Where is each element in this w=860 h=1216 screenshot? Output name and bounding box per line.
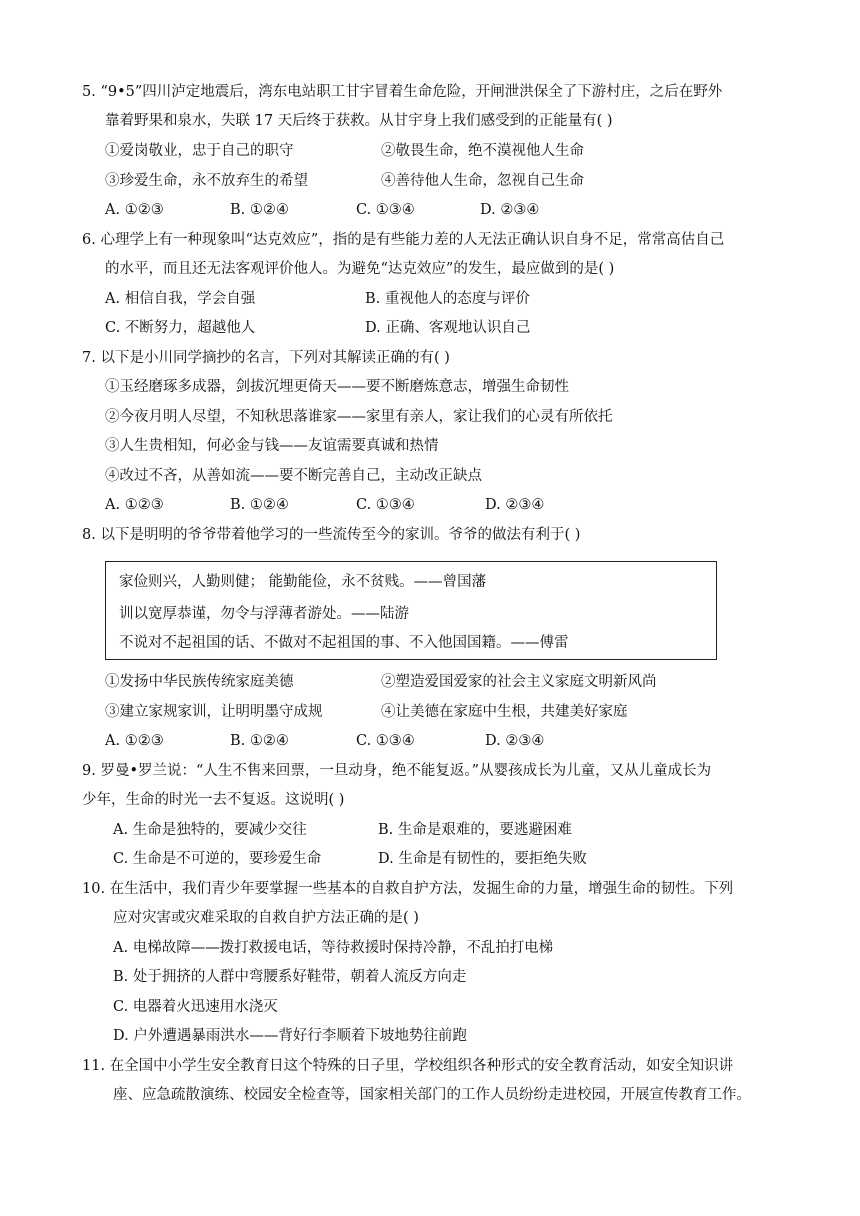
question-7-item-1: ①玉经磨琢多成器，剑拔沉埋更倚天——要不断磨炼意志，增强生命韧性 [105,379,569,395]
question-7-choice-a[interactable]: A. ①②③ [105,497,164,513]
question-11-stem-line-1: 11. 在全国中小学生安全教育日这个特殊的日子里，学校组织各种形式的安全教育活动，如安全知识讲 [82,1058,734,1074]
question-9-choice-c[interactable]: C. 生命是不可逆的，要珍爱生命 [113,851,322,867]
question-7-item-2: ②今夜月明人尽望，不知秋思落谁家——家里有亲人，家让我们的心灵有所依托 [105,409,613,425]
question-8-choice-d[interactable]: D. ②③④ [485,733,545,749]
question-5-choice-d[interactable]: D. ②③④ [480,202,540,218]
question-6-choice-b[interactable]: B. 重视他人的态度与评价 [365,291,530,307]
question-5-stem-line-1: 5. “9•5”四川泸定地震后，湾东电站职工甘宇冒着生命危险，开闸泄洪保全了下游村庄，之后在野外 [82,84,723,100]
family-motto-1: 家俭则兴，人勤则健； 能勤能俭，永不贫贱。——曾国藩 [119,574,487,590]
question-10-choice-d[interactable]: D. 户外遭遇暴雨洪水——背好行李顺着下坡地势往前跑 [113,1028,467,1044]
question-8-item-2: ②塑造爱国爱家的社会主义家庭文明新风尚 [381,674,657,690]
question-10-choice-c[interactable]: C. 电器着火迅速用水浇灭 [113,999,278,1015]
question-9-choice-d[interactable]: D. 生命是有韧性的，要拒绝失败 [378,851,587,867]
question-7-choice-b[interactable]: B. ①②④ [230,497,289,513]
question-7-stem-line-1: 7. 以下是小川同学摘抄的名言，下列对其解读正确的有( ) [82,350,450,366]
question-8-item-1: ①发扬中华民族传统家庭美德 [105,674,294,690]
question-6-choice-c[interactable]: C. 不断努力，超越他人 [105,320,256,336]
question-7-choice-c[interactable]: C. ①③④ [356,497,415,513]
family-motto-3: 不说对不起祖国的话、不做对不起祖国的事、不入他国国籍。——傅雷 [119,635,569,651]
question-10-choice-b[interactable]: B. 处于拥挤的人群中弯腰系好鞋带，朝着人流反方向走 [113,969,467,985]
question-5-choice-a[interactable]: A. ①②③ [105,202,164,218]
question-8-choice-b[interactable]: B. ①②④ [230,733,289,749]
question-9-choice-a[interactable]: A. 生命是独特的，要减少交往 [113,822,307,838]
question-8-choice-a[interactable]: A. ①②③ [105,733,164,749]
question-10-stem-line-1: 10. 在生活中，我们青少年要掌握一些基本的自救自护方法，发掘生命的力量，增强生命的韧性。下列 [82,881,734,897]
question-6-stem-line-1: 6. 心理学上有一种现象叫“达克效应”，指的是有些能力差的人无法正确认识自身不足，常常高估自己 [82,232,725,248]
question-6-stem-line-2: 的水平，而且还无法客观评价他人。为避免“达克效应”的发生，最应做到的是( ) [105,261,615,277]
question-5-choice-c[interactable]: C. ①③④ [356,202,415,218]
family-motto-2: 训以宽厚恭谨，勿令与浮薄者游处。——陆游 [119,606,409,622]
question-5-item-4: ④善待他人生命，忽视自己生命 [381,173,584,189]
question-9-stem-line-1: 9. 罗曼•罗兰说：“人生不售来回票，一旦动身，绝不能复返。”从婴孩成长为儿童，又从儿童成长为 [82,763,712,779]
question-5-item-3: ③珍爱生命，永不放弃生的希望 [105,173,308,189]
question-6-choice-d[interactable]: D. 正确、客观地认识自己 [365,320,531,336]
question-8-item-3: ③建立家规家训，让明明墨守成规 [105,704,323,720]
question-6-choice-a[interactable]: A. 相信自我，学会自强 [105,291,256,307]
question-7-choice-d[interactable]: D. ②③④ [485,497,545,513]
question-8-item-4: ④让美德在家庭中生根，共建美好家庭 [381,704,628,720]
question-11-stem-line-2: 座、应急疏散演练、校园安全检查等，国家相关部门的工作人员纷纷走进校园，开展宣传教育工作。 [113,1087,751,1103]
question-5-item-2: ②敬畏生命，绝不漠视他人生命 [381,143,584,159]
question-5-item-1: ①爱岗敬业，忠于自己的职守 [105,143,294,159]
question-5-choice-b[interactable]: B. ①②④ [230,202,289,218]
question-9-choice-b[interactable]: B. 生命是艰难的，要逃避困难 [378,822,572,838]
question-10-stem-line-2: 应对灾害或灾难采取的自救自护方法正确的是( ) [113,910,419,926]
family-motto-box [105,561,717,660]
question-8-stem-line-1: 8. 以下是明明的爷爷带着他学习的一些流传至今的家训。爷爷的做法有利于( ) [82,527,581,543]
question-7-item-4: ④改过不吝，从善如流——要不断完善自己，主动改正缺点 [105,468,482,484]
question-8-choice-c[interactable]: C. ①③④ [356,733,415,749]
question-5-stem-line-2: 靠着野果和泉水，失联 17 天后终于获救。从甘宇身上我们感受到的正能量有( ) [105,113,613,129]
question-10-choice-a[interactable]: A. 电梯故障——拨打救援电话，等待救援时保持冷静，不乱拍打电梯 [113,940,554,956]
question-9-stem-line-2: 少年，生命的时光一去不复返。这说明( ) [82,792,345,808]
question-7-item-3: ③人生贵相知，何必金与钱——友谊需要真诚和热情 [105,438,439,454]
